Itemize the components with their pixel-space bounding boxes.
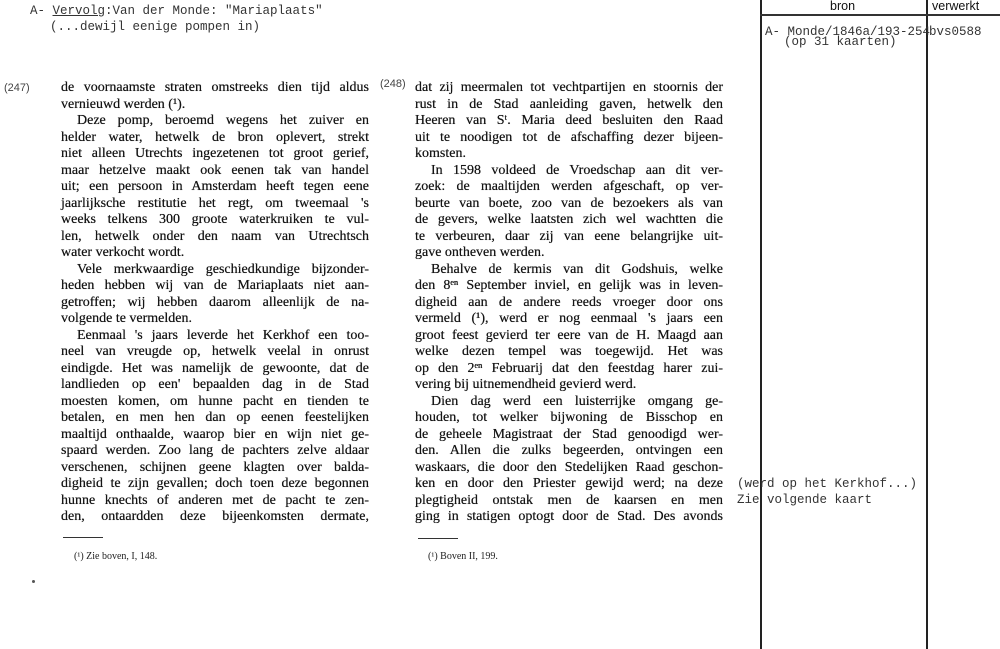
text-line: den 8ᵉⁿ September inviel, en gelijk was in leven-: [415, 278, 723, 293]
text-line: de voornaamste straten omstreeks dien tijd aldus: [61, 80, 369, 95]
text-line: uit te noodigen tot de afschaffing dezer bijeen-: [415, 129, 723, 145]
text-line: op den 2ᵉⁿ Februarij dat den feestdag harer zui-: [415, 360, 723, 376]
text-line: niet alleen Utrechts ingezetenen tot groot gerief,: [61, 146, 369, 161]
text-line: uit; een persoon in Amsterdam heeft tegen eene: [61, 179, 369, 194]
left-page-text: [61, 80, 369, 526]
column-header-verwerkt: verwerkt: [932, 0, 980, 13]
page-number-left: (247): [4, 82, 30, 94]
footnote-left: (¹) Zie boven, I, 148.: [74, 551, 158, 562]
text-line: dat zij meermalen tot vechtpartijen en stoornis der: [415, 80, 723, 95]
page-number-right: (248): [380, 78, 406, 90]
verwerkt-value: bvs0588: [929, 25, 982, 39]
bron-reference: A- Monde/1846a/193-254: [765, 25, 931, 39]
text-line: welke dezen tempel was toegewijd. Het was: [415, 344, 723, 359]
text-line: heden hebben wij van de Mariaplaats niet aan-: [61, 278, 369, 293]
text-line: plegtigheid ontstak men de kaarsen en men: [415, 492, 723, 508]
header-vervolg: Vervolg: [52, 4, 106, 18]
text-line: maaltijd onthaalde, waarop bier en wijn niet ge-: [61, 426, 369, 442]
text-line: gave ontheven werden.: [415, 245, 545, 260]
text-line: komsten.: [415, 146, 466, 161]
text-line: vernieuwd werden (¹).: [61, 96, 186, 112]
text-line: beurte van boete, zoo van de bezoekers als van: [415, 195, 723, 211]
text-line: In 1598 voldeed de Vroedschap aan dit ver-: [431, 162, 723, 178]
continuation-note: (werd op het Kerkhof...): [737, 477, 918, 491]
text-line: betalen, en men hen dan op eenen feestelijken: [61, 410, 369, 425]
text-line: te verbeuren, daar zij van eene belangrijke uit-: [415, 228, 723, 244]
text-line: vermeld (¹), werd er nog eenmaal 's jaars een: [415, 311, 723, 326]
text-line: len, hetwelk onder den naam van Utrechtsch: [61, 228, 369, 244]
text-line: spaard werden. Zoo lang de pachters zelve aldaar: [61, 443, 369, 458]
text-line: Eenmaal 's jaars leverde het Kerkhof een too-: [77, 327, 369, 343]
text-line: helder water, hetwelk de bron oplevert, strekt: [61, 129, 369, 145]
text-line: eindigde. Het was namelijk de gewoonte, dat de: [61, 360, 369, 376]
text-line: getroffen; wij hebben daarom alleenlijk de na-: [61, 294, 369, 310]
text-line: Behalve de kermis van dit Godshuis, welke: [431, 261, 723, 277]
right-page-text: [415, 80, 723, 526]
text-line: digheid aan de andere reeds vroeger door ons: [415, 294, 723, 310]
text-line: groot feest gevierd ter eere van de H. Maagd aan: [415, 327, 723, 343]
bron-card-count: (op 31 kaarten): [784, 35, 897, 49]
text-line: landlieden op een' bepaalden dag in de Stad: [61, 377, 369, 392]
column-header-bron: bron: [830, 0, 856, 13]
text-line: maar hetzelve maakt ook eenen tak van handel: [61, 162, 369, 178]
text-line: weeks telkens 300 groote waterkruiken te vul-: [61, 212, 369, 227]
header-prefix: A-: [30, 4, 53, 18]
text-line: digheid te zijn gevallen; doch toen deze begonnen: [61, 476, 369, 491]
text-line: Deze pomp, beroemd wegens het zuiver en: [77, 113, 369, 128]
text-line: de gevers, welke laatsten zich wel wachtten die: [415, 212, 723, 227]
text-line: Heeren van Sᵗ. Maria deed besluiten den Raad: [415, 113, 723, 128]
column-divider-verwerkt: [926, 0, 928, 649]
text-line: zoek: de maaltijden werden afgeschaft, op ver-: [415, 179, 723, 194]
text-line: rust in de Stad aanleiding gaven, hetwelk den: [415, 96, 723, 112]
see-next-card-note: Zie volgende kaart: [737, 493, 873, 507]
text-line: ging in statigen optogt door de Stad. Des avonds: [415, 509, 723, 524]
text-line: verschenen, schijnen geene klagten over balda-: [61, 459, 369, 475]
text-line: de geheele Magistraat der Stad genoodigd wer-: [415, 426, 723, 442]
text-line: moesten komen, om hunne pacht en tienden te: [61, 393, 369, 409]
footnote-rule-right: [418, 538, 458, 539]
text-line: Dien dag werd een luisterrijke omgang ge-: [431, 393, 723, 409]
footnote-rule-left: [63, 537, 103, 538]
footnote-right: (¹) Boven II, 199.: [428, 551, 498, 562]
text-line: waskaars, die door den Stedelijken Raad geschon-: [415, 459, 723, 475]
text-line: den. Allen die zulks begeerden, ontvingen een: [415, 443, 723, 458]
text-line: Vele merkwaardige geschiedkundige bijzonder-: [77, 261, 369, 277]
text-line: water verkocht wordt.: [61, 245, 185, 260]
text-line: jaarlijksche restitutie het regt, om tweemaal 's: [61, 195, 369, 211]
text-line: hunne knechts of anderen met de pacht te zen-: [61, 492, 369, 508]
column-divider-bron: [760, 0, 762, 649]
card-header: [30, 4, 323, 18]
scan-speck: [32, 580, 35, 583]
text-line: houden, tot welker bijwoning de Bisschop en: [415, 410, 723, 425]
header-title: :Van der Monde: "Mariaplaats": [105, 4, 323, 18]
card-subheader: (...dewijl eenige pompen in): [50, 20, 261, 34]
text-line: volgende te vermelden.: [61, 311, 193, 326]
header-rule: [760, 14, 1000, 16]
text-line: den, ontaardden deze bijeenkomsten dermate,: [61, 509, 369, 524]
text-line: ken en door den Priester gewijd werd; na deze: [415, 476, 723, 491]
text-line: vering bij uitnemendheid gevierd werd.: [415, 377, 637, 392]
text-line: neel van vreugde op, hetwelk veelal in onrust: [61, 344, 369, 359]
